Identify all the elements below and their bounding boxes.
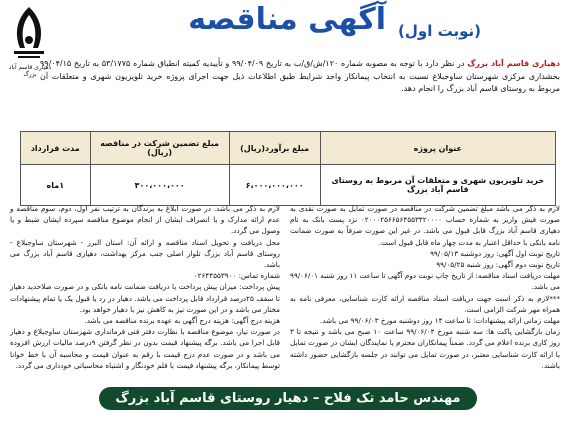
cell-guarantee: ۳۰۰،۰۰۰،۰۰۰ — [90, 165, 229, 206]
cell-estimate: ۶،۰۰۰،۰۰۰،۰۰۰ — [229, 165, 320, 206]
right-para: تاریخ نوبت دوم آگهی: روز شنبه ۹۹/۰۵/۲۵ — [436, 260, 560, 270]
cell-duration: ۱ماه — [21, 165, 91, 206]
left-para: پیش پرداخت: میزان پیش پرداخت با دریافت ضمانت نامه بانکی و در صورت صلاحدید دهیار تا سقف ۲۵درصد قرارداد قابل پرداخت می باشد. دهیار در رد یا قبول یک یا تمام پیشنهادات مختار می باشد و در این صورت نیز به کاهش نیز با دهیار خواهد بود. — [10, 282, 280, 314]
left-para: هزینه درج آگهی: هزینه درج آگهی به عهده برنده مناقصه می باشد. — [84, 316, 280, 326]
right-para: مهلت زمانی ارائه پیشنهادات: تا ساعت ۱۴ روز دوشنبه مورخ ۹۹/۰۶/۰۳ می باشد. — [319, 316, 560, 326]
right-para: ***لازم به ذکر است جهت دریافت اسناد مناقصه ارائه کارت شناسایی، معرفی نامه به همراه مهر شرکت الزامی است. — [290, 293, 560, 314]
tender-table — [20, 131, 556, 206]
intro-text: در نظر دارد با توجه به مصوبه شماره ۱۲۰/ش/ق/ب به تاریخ ۹۹/۰۴/۰۹ و تأییدیه کمیته انطباق شماره ۵۳/۱۷۷۵ به تاریخ ۹۹/۰۴/۱۵ بخشداری مرکزی شهرستان ساوجبلاغ نسبت به انتخاب پیمانکار واجد شرایط طبق اطلاعات ذیل جهت اجرای پروژه خرید تلویزیون شهری و متعلقات آن مربوط به روستای قاسم آباد بزرگ را انجام دهد. — [40, 59, 560, 94]
right-para: مهلت دریافت اسناد مناقصه: از تاریخ چاپ نوبت دوم آگهی تا ساعت ۱۱ روز شنبه ۹۹/۰۶/۰۱ می باشد. — [290, 271, 561, 292]
footer-banner — [0, 383, 576, 413]
left-para: لازم به ذکر می باشد. در صورت ابلاغ به برندگان به ترتیب نفر اول، دوم، سوم مناقصه و عدم ارائه مدارک و یا انصراف ایشان از انجام موضوع مناقصه سپرده ایشان ضبط و یا وصول می گردد. — [10, 204, 280, 236]
left-para: در صورت نیاز، موضوع مناقصه با نظارت دفتر فنی فرمانداری شهرستان ساوجبلاغ و دهیار قابل اجرا می باشد. برگه پیشنهاد قیمت بدون در نظر گرفتن ۹درصد مالیات ارزش افزوده می باشد و در صورت عدم درج قیمت با رقم به عنوان قیمت و محاسبه آن با خط خوانا توسط پیمانکار، برگه پیشنهاد قیمت با قلم خودنگار و اشتباه محاسباتی خودداری می گردد. — [10, 327, 280, 370]
header-guarantee: مبلغ تضمین شرکت در مناقصه (ریال) — [90, 132, 229, 165]
header-estimate: مبلغ برآورد(ریال) — [229, 132, 320, 165]
notice-title: آگهی مناقصه — [188, 2, 386, 37]
header-project-title: عنوان پروژه — [320, 132, 555, 165]
left-para: شماره تماس: ۰۲۶۴۴۵۵۳۹۰۰ — [193, 271, 280, 281]
village-emblem-logo — [8, 4, 50, 64]
logo-text: دهیاری قاسم آباد بزرگ — [8, 64, 52, 78]
signature-line: مهندس حامد تک فلاح – دهیار روستای قاسم آباد بزرگ — [99, 387, 476, 410]
intro-paragraph — [40, 58, 560, 96]
right-para: زمان بازگشایی پاکت ها: سه شنبه مورخ ۹۹/۰۶/۰۴ ساعت ۱۰ صبح می باشد و نتیجه تا ۳ روز کاری برنده اعلام می گردد. ضمناً پیمانکاران محترم یا نمایندگان ایشان در صورت تمایل با ارائه کارت شناسایی معتبر، در صورت تمایل می توانند در جلسه بازگشایی حضور داشته باشند. — [290, 327, 560, 370]
right-para: لازم به ذکر می باشد مبلغ تضمین شرکت در مناقصه در صورت تمایل به صورت نقدی به صورت فیش واریز به شماره حساب ۰۲۰۰۰۲۵۶۶۵۶۴۵۵۳۴۲۰۰۰۰ نزد پست بانک به نام دهیاری قاسم آباد بزرگ قابل قبول می باشد. در غیر این صورت صرفاً به صورت ضمانت نامه بانکی با حداقل اعتبار به مدت چهار ماه قابل قبول است. — [290, 204, 560, 247]
table-row — [21, 165, 556, 206]
org-name: دهیاری قاسم آباد بزرگ — [467, 59, 560, 68]
notice-subtitle: (نوبت اول) — [398, 22, 481, 40]
header-duration: مدت قرارداد — [21, 132, 91, 165]
table-header-row — [21, 132, 556, 165]
right-column — [290, 203, 560, 371]
left-column — [10, 203, 280, 371]
left-para: محل دریافت و تحویل اسناد مناقصه و ارائه آن: استان البرز - شهرستان ساوجبلاغ - روستای قاسم آباد بزرگ تلوار اصلی جنب مرکز بهداشت، دهیاری قاسم آباد بزرگ می باشد. — [10, 237, 280, 270]
cell-project-title: خرید تلویزیون شهری و متعلقات آن مربوط به روستای قاسم آباد بزرگ — [320, 165, 555, 206]
right-para: تاریخ نوبت اول آگهی: روز دوشنبه ۹۹/۰۵/۱۳ — [430, 248, 560, 258]
